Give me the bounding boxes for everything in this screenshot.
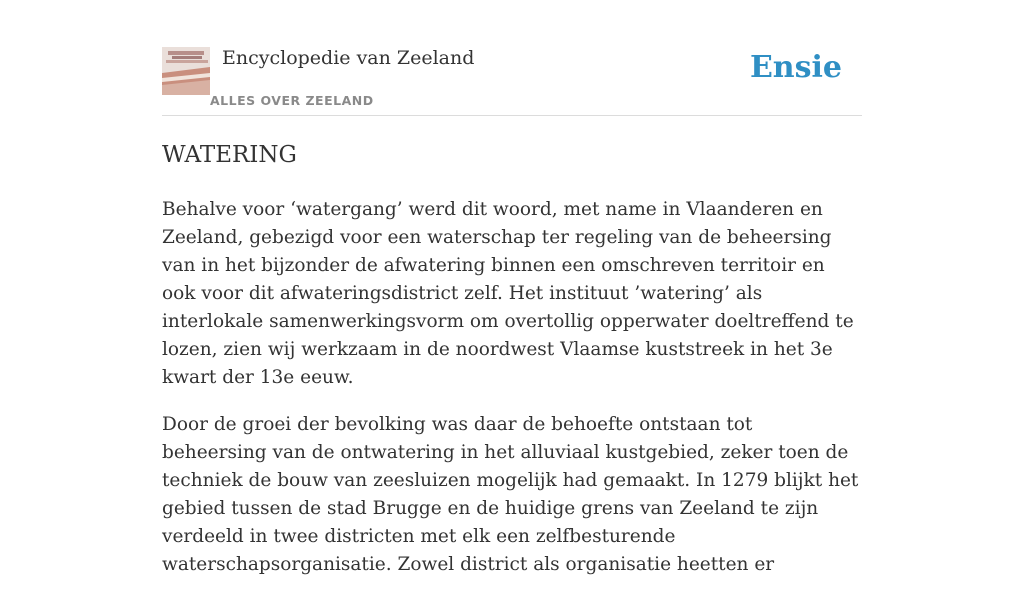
site-tagline: ALLES OVER ZEELAND <box>210 93 374 108</box>
site-title[interactable]: Encyclopedie van Zeeland <box>222 47 475 69</box>
article-title: WATERING <box>162 142 297 168</box>
site-header <box>162 40 862 116</box>
article-paragraph-1: Behalve voor ‘watergang’ werd dit woord, met name in Vlaanderen en Zeeland, gebezigd voor een waterschap ter regeling van de beheersing van in het bijzonder de afwatering binnen een omschreven territoir en ook voor dit afwateringsdistrict zelf. Het instituut ’watering’ als interlokale samenwerkingsvorm om overtollig opperwater doeltreffend te lozen, zien wij werkzaam in de noordwest Vlaamse kuststreek in het 3e kwart der 13e eeuw. <box>162 199 854 388</box>
book-stack-icon <box>162 47 210 95</box>
article-content <box>162 138 862 598</box>
site-logo-avatar[interactable] <box>162 47 210 95</box>
brand-logo-link[interactable]: Ensie <box>749 50 842 85</box>
article-paragraph-2: Door de groei der bevolking was daar de behoefte ontstaan tot beheersing van de ontwatering in het alluviaal kustgebied, zeker toen de techniek de bouw van zeesluizen mogelijk had gemaakt. In 1279 blijkt het gebied tussen de stad Brugge en de huidige grens van Zeeland te zijn verdeeld in twee districten met elk een zelfbesturende waterschapsorganisatie. Zowel district als organisatie heetten er <box>162 414 859 575</box>
